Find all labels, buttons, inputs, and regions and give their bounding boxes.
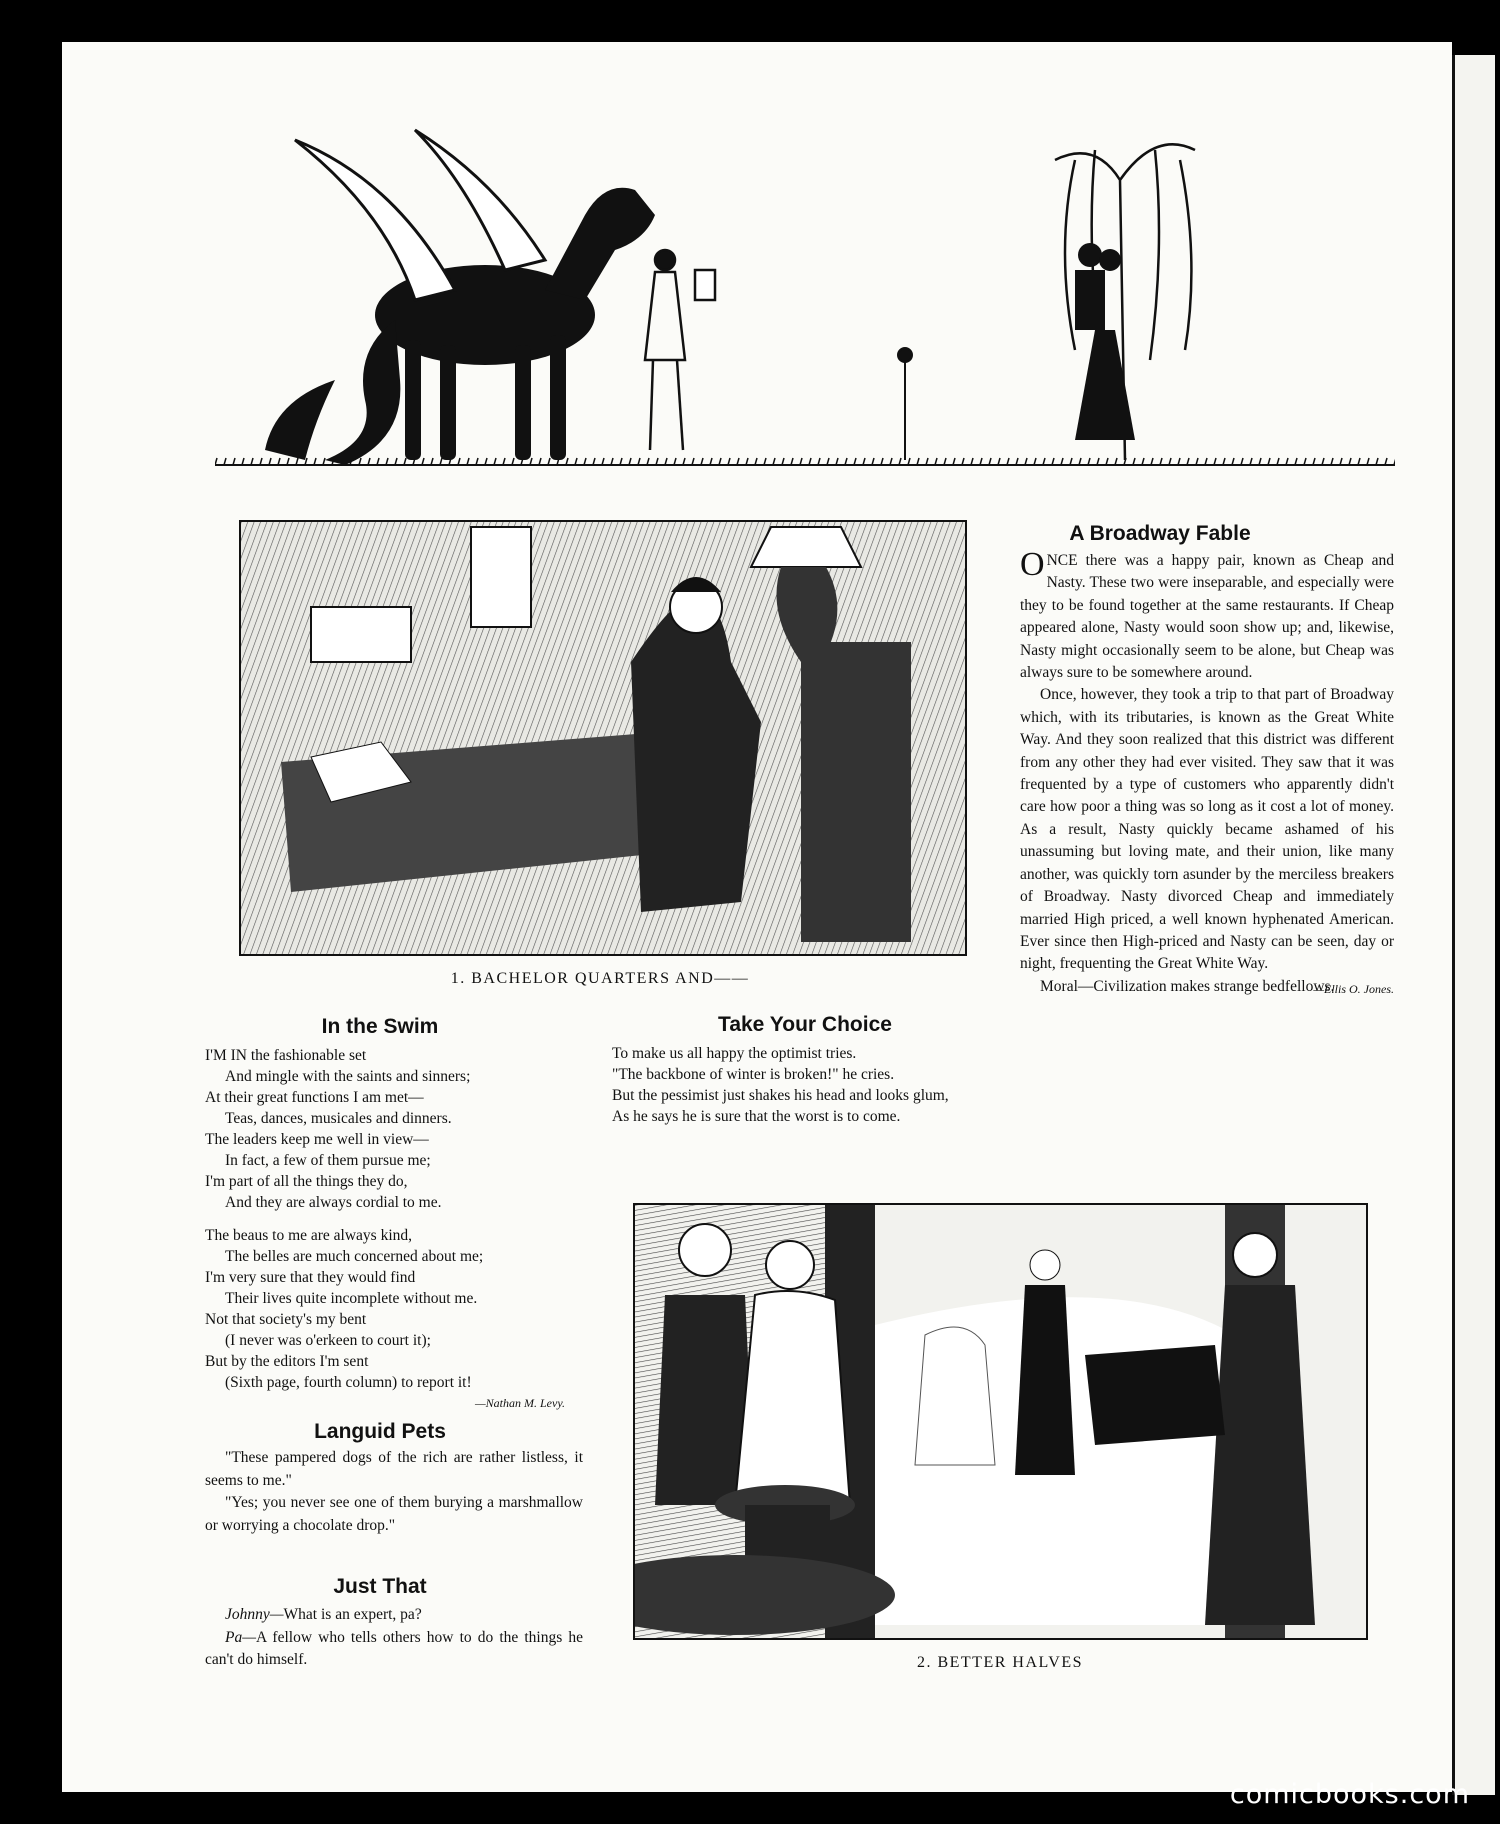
verse-line: To make us all happy the optimist tries. <box>612 1045 857 1062</box>
poet-figure <box>645 250 715 450</box>
swim-byline: —Nathan M. Levy. <box>475 1396 565 1410</box>
verse-line: At their great functions I am met— <box>205 1089 424 1106</box>
verse-line: But the pessimist just shakes his head and looks glum, <box>612 1087 949 1104</box>
verse-line: But by the editors I'm sent <box>205 1353 369 1370</box>
verse-line: I'M IN the fashionable set <box>205 1047 367 1064</box>
pets-paragraph-1: "These pampered dogs of the rich are rather listless, it seems to me." <box>205 1449 583 1489</box>
pets-title: Languid Pets <box>314 1420 446 1443</box>
verse-line: As he says he is sure that the worst is to come. <box>612 1108 901 1125</box>
fable-column <box>1020 546 1394 1001</box>
kissing-couple <box>1075 243 1135 440</box>
verse-line: (Sixth page, fourth column) to report it! <box>225 1374 472 1391</box>
facing-page <box>1455 55 1495 1795</box>
fable-paragraph-1: ONCE there was a happy pair, known as Cheap and Nasty. These two were inseparable, and especially were they to be found together at the same restaurants. If Cheap appeared alone, Nasty would soon show up; and, likewise, Nasty might occasionally seem to be alone, but Cheap was always sure to be somewhere around. <box>1020 546 1394 682</box>
verse-line: In fact, a few of them pursue me; <box>225 1152 431 1169</box>
just-question: Johnny—What is an expert, pa? <box>225 1606 422 1623</box>
verse-line: The leaders keep me well in view— <box>205 1131 429 1148</box>
verse-line: And they are always cordial to me. <box>225 1194 442 1211</box>
choice-title: Take Your Choice <box>718 1013 892 1036</box>
pegasus-figure <box>265 188 655 465</box>
pegasus-banner-illustration <box>215 120 1395 490</box>
swim-title: In the Swim <box>321 1015 439 1038</box>
verse-line: I'm very sure that they would find <box>205 1269 416 1286</box>
verse-line: (I never was o'erkeen to court it); <box>225 1332 431 1349</box>
drop-cap: O <box>1020 546 1045 583</box>
bachelor-quarters-illustration <box>239 520 967 956</box>
verse-line: Not that society's my bent <box>205 1311 367 1328</box>
fable-byline: —Ellis O. Jones. <box>1313 982 1394 997</box>
better-halves-illustration <box>633 1203 1368 1640</box>
site-watermark: comicbooks.com <box>1229 1779 1470 1810</box>
verse-line: I'm part of all the things they do, <box>205 1173 408 1190</box>
verse-line: The belles are much concerned about me; <box>225 1248 484 1265</box>
caption-better-halves: 2. BETTER HALVES <box>916 1654 1084 1671</box>
fable-paragraph-2: Once, however, they took a trip to that part of Broadway which, with its tributaries, is known as the Great White Way. And they soon realized that this district was different from any other they had ever visited. They saw that it was frequented by a type of customers who apparently didn't care how poor a thing was so long as it cost a lot of money. As a result, Nasty quickly became ashamed of his unassuming but loving mate, and their union, like many another, was quickly torn asunder by the merciless breakers of Broadway. Nasty divorced Cheap and immediately married High priced, a well known hyphenated American. Ever since then High-priced and Nasty can be seen, day or night, frequenting the Great White Way. <box>1020 686 1394 973</box>
caption-bachelor-quarters: 1. BACHELOR QUARTERS AND—— <box>450 970 750 987</box>
verse-line: Their lives quite incomplete without me. <box>225 1290 478 1307</box>
verse-line: Teas, dances, musicales and dinners. <box>225 1110 452 1127</box>
just-answer: Pa—A fellow who tells others how to do the things he can't do himself. <box>205 1628 583 1669</box>
fable-moral: Moral—Civilization makes strange bedfellows. <box>1040 977 1335 995</box>
pets-paragraph-2: "Yes; you never see one of them burying a marshmallow or worrying a chocolate drop." <box>205 1494 583 1534</box>
just-text <box>205 1604 583 1672</box>
verse-line: And mingle with the saints and sinners; <box>225 1068 471 1085</box>
verse-line: The beaus to me are always kind, <box>205 1227 413 1244</box>
just-title: Just That <box>333 1575 427 1598</box>
verse-line: "The backbone of winter is broken!" he cries. <box>612 1066 895 1083</box>
fable-title: A Broadway Fable <box>1069 522 1251 545</box>
flower <box>898 348 912 460</box>
choice-poem <box>612 1043 992 1127</box>
swim-poem <box>205 1045 590 1414</box>
pets-text <box>205 1447 583 1537</box>
